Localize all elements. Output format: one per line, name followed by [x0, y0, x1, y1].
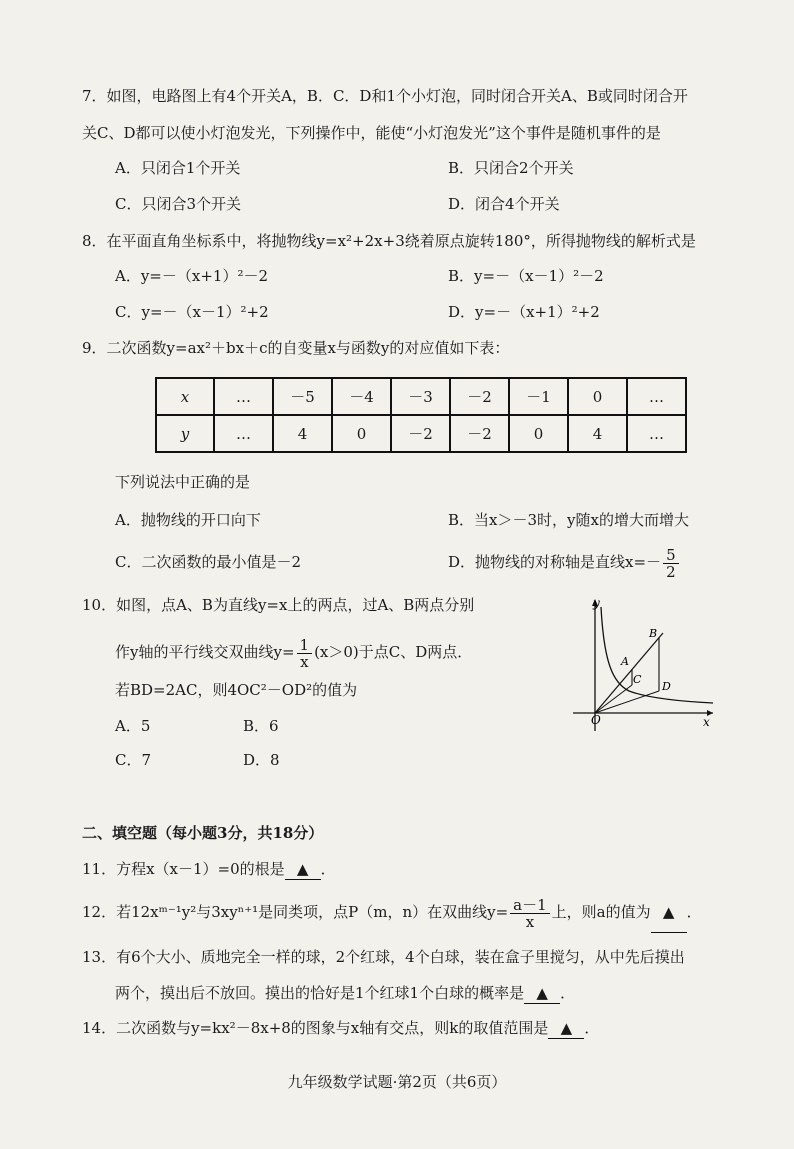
table-cell: －3: [391, 378, 450, 415]
label-origin: O: [591, 713, 601, 727]
q12-hyperbola-fraction: [510, 897, 550, 930]
table-row-y: [156, 415, 686, 452]
fraction-denominator: 2: [666, 562, 676, 581]
q10-line3: 若BD=2AC，则4OC²－OD²的值为: [115, 681, 358, 699]
q12: [82, 892, 702, 933]
fraction-denominator: x: [525, 912, 535, 931]
q13-line2-text: 两个，摸出后不放回。摸出的恰好是1个红球1个白球的概率是: [115, 984, 525, 1002]
fraction-numerator: a－1: [510, 897, 550, 914]
q7-option-a: A．只闭合1个开关: [115, 159, 241, 177]
q10-line1: 10．如图，点A、B为直线y=x上的两点，过A、B两点分别: [82, 596, 475, 614]
q8-option-a: A．y=－（x+1）²－2: [115, 267, 269, 285]
q12-end: ．: [686, 903, 702, 921]
q10-option-d: D．8: [243, 751, 280, 769]
q12-text-start: 12．若12xᵐ⁻¹y²与3xyⁿ⁺¹是同类项，点P（m，n）在双曲线y=: [82, 903, 509, 921]
table-cell: 0: [332, 415, 391, 452]
table-cell: …: [214, 415, 273, 452]
table-cell: －2: [450, 415, 509, 452]
table-cell: …: [627, 378, 686, 415]
q10-line2-end: (x＞0)于点C、D两点．: [314, 643, 473, 661]
table-cell: －1: [509, 378, 568, 415]
q7-option-d: D．闭合4个开关: [448, 195, 560, 213]
q10-option-b: B．6: [243, 717, 279, 735]
q7-line1: 7．如图，电路图上有4个开关A，B．C．D和1个小灯泡，同时闭合开关A、B或同时闭合开: [82, 87, 688, 105]
q9-line1: 9．二次函数y=ax²＋bx＋c的自变量x与函数y的对应值如下表：: [82, 339, 510, 357]
q11-answer-blank: ▲: [285, 859, 321, 880]
q10-option-a: A．5: [115, 717, 151, 735]
q9-option-d-fraction: [663, 547, 679, 580]
q11-text: 11．方程x（x－1）=0的根是: [82, 860, 285, 878]
table-row-x: [156, 378, 686, 415]
label-c: C: [633, 673, 642, 686]
q12-answer-blank: ▲: [651, 892, 687, 933]
q13-line2: [115, 983, 575, 1004]
q12-text-end: 上，则a的值为: [551, 903, 651, 921]
q9-value-table: [155, 377, 687, 453]
q8-option-d: D．y=－（x+1）²+2: [448, 303, 600, 321]
q11-end: ．: [320, 860, 336, 878]
q8-option-b: B．y=－（x－1）²－2: [448, 267, 604, 285]
q10-option-c: C．7: [115, 751, 152, 769]
table-cell: 4: [273, 415, 332, 452]
q9-prompt: 下列说法中正确的是: [115, 473, 251, 491]
q14-end: ．: [584, 1019, 600, 1037]
label-d: D: [662, 680, 671, 693]
segment-oc: [595, 685, 632, 713]
section-2-title: 二、填空题（每小题3分，共18分）: [82, 824, 324, 842]
label-x: x: [703, 715, 710, 729]
q9-option-b: B．当x＞－3时，y随x的增大而增大: [448, 511, 689, 529]
table-cell: －2: [391, 415, 450, 452]
q10-line2-start: 作y轴的平行线交双曲线y=: [115, 643, 295, 661]
label-a: A: [621, 655, 629, 668]
q9-option-a: A．抛物线的开口向下: [115, 511, 261, 529]
table-cell: x: [156, 378, 214, 415]
table-cell: 0: [509, 415, 568, 452]
label-y: y: [593, 596, 600, 610]
q9-option-c: C．二次函数的最小值是－2: [115, 553, 302, 571]
q10-hyperbola-fraction: [297, 637, 313, 670]
q14: [82, 1018, 599, 1039]
table-cell: 4: [568, 415, 627, 452]
q13-answer-blank: ▲: [524, 983, 560, 1004]
q7-option-c: C．只闭合3个开关: [115, 195, 242, 213]
q9-option-d: [448, 542, 681, 582]
q7-line2: 关C、D都可以使小灯泡发光，下列操作中，能使“小灯泡发光”这个事件是随机事件的是: [82, 124, 661, 142]
table-cell: 0: [568, 378, 627, 415]
hyperbola-curve: [601, 607, 713, 703]
q10-figure: [563, 593, 723, 733]
q9-option-d-text: D．抛物线的对称轴是直线x=－: [448, 553, 662, 571]
q14-answer-blank: ▲: [548, 1018, 584, 1039]
q10-line2: [115, 632, 472, 672]
table-cell: y: [156, 415, 214, 452]
q13-end: ．: [560, 984, 576, 1002]
q14-text: 14．二次函数与y=kx²－8x+8的图象与x轴有交点，则k的取值范围是: [82, 1019, 549, 1037]
q7-option-b: B．只闭合2个开关: [448, 159, 574, 177]
q8-line1: 8．在平面直角坐标系中，将抛物线y=x²+2x+3绕着原点旋转180°，所得抛物线的解析式是: [82, 232, 696, 250]
table-cell: －5: [273, 378, 332, 415]
fraction-numerator: 1: [297, 637, 313, 654]
table-cell: …: [627, 415, 686, 452]
label-b: B: [649, 627, 658, 640]
q13-line1: 13．有6个大小、质地完全一样的球，2个红球，4个白球，装在盒子里搅匀，从中先后摸出: [82, 948, 685, 966]
table-cell: －4: [332, 378, 391, 415]
table-cell: －2: [450, 378, 509, 415]
fraction-denominator: x: [300, 652, 309, 671]
table-cell: …: [214, 378, 273, 415]
page-footer: 九年级数学试题·第2页（共6页）: [287, 1073, 507, 1091]
fraction-numerator: 5: [663, 547, 679, 564]
q8-option-c: C．y=－（x－1）²+2: [115, 303, 269, 321]
q11: [82, 859, 336, 880]
